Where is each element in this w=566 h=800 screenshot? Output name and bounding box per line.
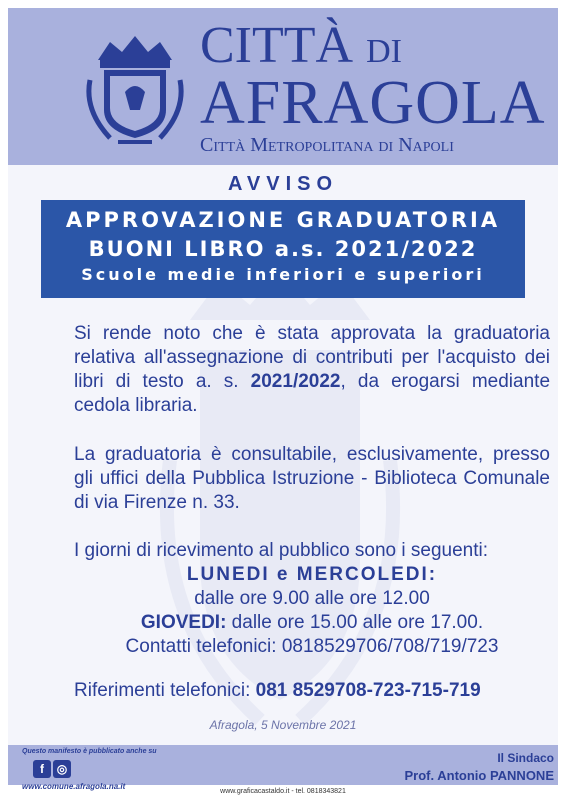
paragraph-consultation: La graduatoria è consultabile, esclusivamente, presso gli uffici della Pubblica Istruzione - Biblioteca Comunale di via Firenze n. 33. xyxy=(74,444,550,513)
signature-role: Il Sindaco xyxy=(497,751,554,765)
notice-banner xyxy=(41,200,525,298)
notice-kicker: AVVISO xyxy=(227,173,339,195)
banner-line-1: APPROVAZIONE GRADUATORIA xyxy=(65,208,501,232)
phone-references-numbers: 081 8529708-723-715-719 xyxy=(255,680,481,701)
school-year: 2021/2022 xyxy=(250,371,341,392)
office-hours xyxy=(74,539,550,659)
paragraph-approval-end: , da erogarsi mediante cedola libraria. xyxy=(74,371,551,416)
signature-name: Prof. Antonio PANNONE xyxy=(404,768,554,783)
notice-date: Afragola, 5 Novembre 2021 xyxy=(209,718,357,732)
days-mon-wed: LUNEDI e MERCOLEDI: xyxy=(186,564,438,585)
hours-thu: dalle ore 15.00 alle ore 17.00. xyxy=(226,612,484,633)
city-subtitle: Città Metropolitana di Napoli xyxy=(200,134,454,156)
facebook-icon[interactable]: f xyxy=(33,760,51,778)
printer-credit: www.graficacastaldo.it - tel. 0818343821 xyxy=(220,788,346,795)
paragraph-approval-text: Si rende noto che è stata approvata la graduatoria relativa all'assegnazione di contributi per l'acquisto dei libri di testo a. s. xyxy=(74,323,550,392)
banner-line-3: Scuole medie inferiori e superiori xyxy=(81,265,485,284)
phone-references-label: Riferimenti telefonici: xyxy=(74,680,256,701)
coat-of-arms-icon xyxy=(80,30,190,148)
paragraph-approval xyxy=(74,322,550,418)
banner-line-2: BUONI LIBRO a.s. 2021/2022 xyxy=(88,237,478,261)
hours-mon-wed: dalle ore 9.00 alle ore 12.00 xyxy=(194,588,430,609)
office-hours-intro: I giorni di ricevimento al pubblico sono i seguenti: xyxy=(74,540,489,561)
city-name: AFRAGOLA xyxy=(200,69,546,137)
contacts-phone: Contatti telefonici: 0818529706/708/719/723 xyxy=(125,636,499,657)
website-link[interactable]: www.comune.afragola.na.it xyxy=(22,782,126,791)
phone-references xyxy=(74,680,481,702)
footer-note: Questo manifesto è pubblicato anche su xyxy=(22,748,157,755)
instagram-icon[interactable]: ◎ xyxy=(53,760,71,778)
days-thu: GIOVEDI: xyxy=(140,612,227,633)
city-title-di: DI xyxy=(366,33,402,70)
city-title-word: CITTÀ xyxy=(200,17,354,74)
